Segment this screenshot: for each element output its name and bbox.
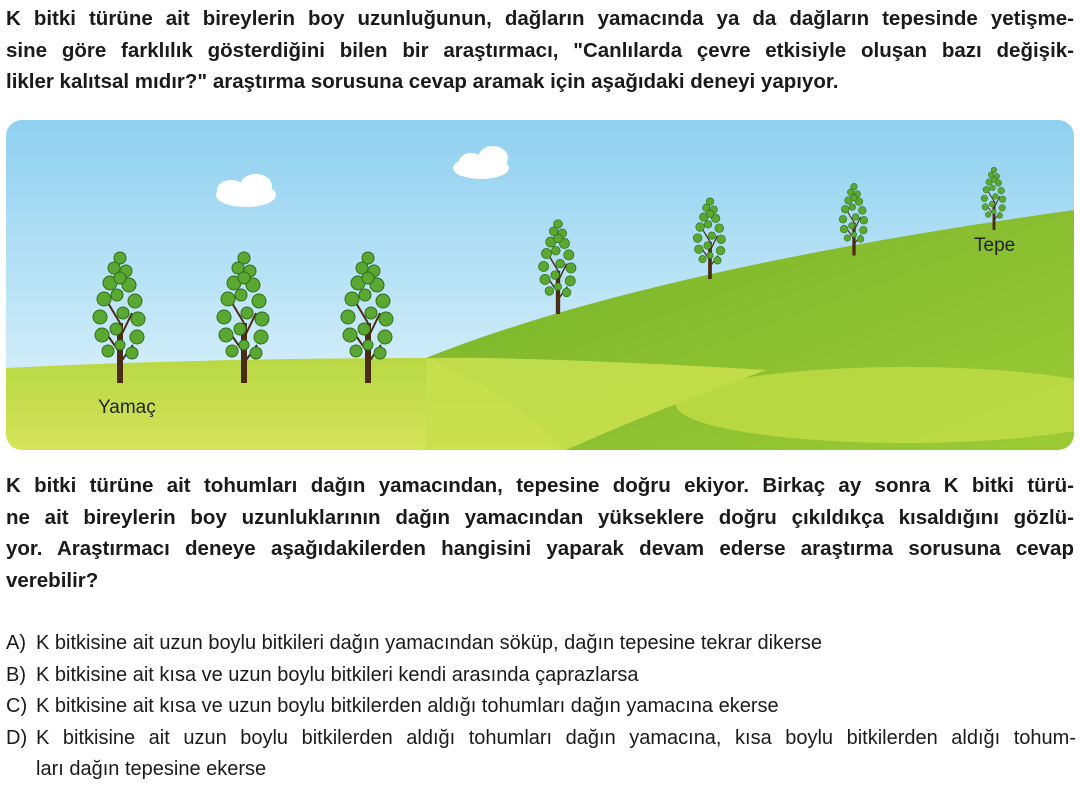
option-text (36, 723, 1076, 786)
body-line-3: yor. Araştırmacı deneye aşağıdakilerden hangisini yaparak devam ederse araştırma sorusuna cevap (6, 537, 1074, 560)
intro-line-2: sine göre farklılık gösterdiğini bilen bir araştırmacı, "Canlılarda çevre etkisiyle oluşan bazı değişik- (6, 38, 1074, 62)
landscape-svg (6, 120, 1074, 450)
option-letter: A) (6, 632, 26, 654)
option-a[interactable] (6, 628, 1076, 660)
label-top: Tepe (974, 235, 1016, 256)
option-d-line-1: K bitkisine ait uzun boylu bitkilerden aldığı tohumları dağın yamacına, kısa boylu bitkilerden aldığı tohum- (36, 726, 1076, 749)
intro-line-3: likler kalıtsal mıdır?" araştırma sorusuna cevap aramak için aşağıdaki deneyi yapıyor. (6, 70, 839, 93)
answer-options (6, 628, 1076, 786)
label-slope: Yamaç (98, 397, 156, 418)
option-letter: D) (6, 726, 28, 749)
option-letter: B) (6, 663, 26, 686)
option-d-line-2: ları dağın tepesine ekerse (36, 758, 267, 780)
option-text: K bitkisine ait kısa ve uzun boylu bitkilerden aldığı tohumları dağın yamacına ekerse (36, 695, 779, 717)
option-c[interactable] (6, 691, 1076, 723)
body-line-2: ne ait bireylerin boy uzunluklarının dağın yamacından yükseklere doğru çıkıldıkça kısaldığını gözlü- (6, 505, 1074, 529)
experiment-illustration (6, 120, 1074, 450)
intro-line-1: K bitki türüne ait bireylerin boy uzunluğunun, dağların yamacında ya da dağların tepesinde yetişme- (6, 7, 1074, 30)
body-line-1: K bitki türüne ait tohumları dağın yamacından, tepesine doğru ekiyor. Birkaç ay sonra K bitki türü- (6, 474, 1074, 497)
question-intro (6, 3, 1074, 98)
question-body (6, 470, 1074, 596)
option-d[interactable] (6, 723, 1076, 786)
option-text: K bitkisine ait kısa ve uzun boylu bitkileri kendi arasında çaprazlarsa (36, 663, 639, 686)
option-text: K bitkisine ait uzun boylu bitkileri dağın yamacından söküp, dağın tepesine tekrar dikerse (36, 632, 823, 654)
body-line-4: verebilir? (6, 568, 99, 592)
option-letter: C) (6, 695, 28, 717)
option-b[interactable] (6, 660, 1076, 692)
